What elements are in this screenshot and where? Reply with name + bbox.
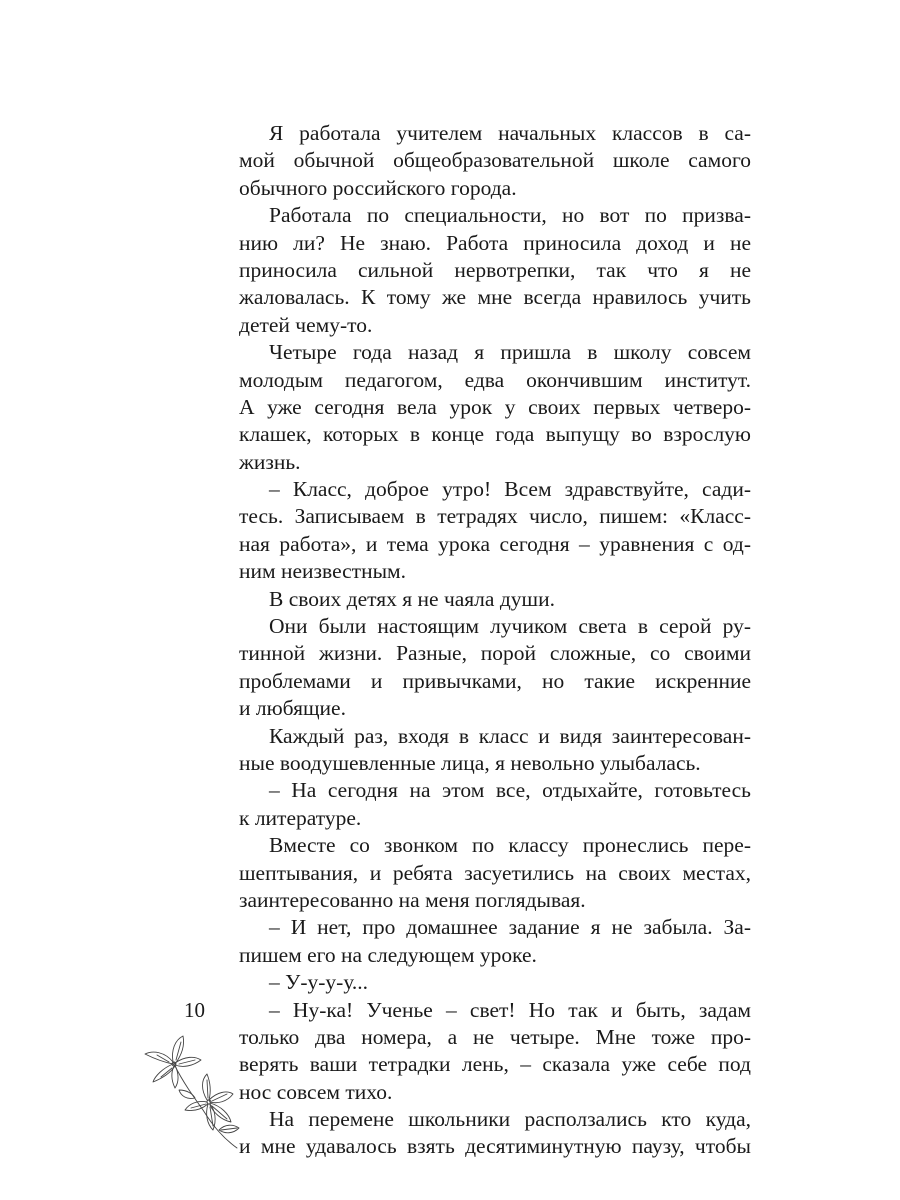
text-line: – И нет, про домашнее задание я не забыла. За- (269, 915, 751, 940)
text-line: – У-у-у-у... (269, 970, 369, 995)
text-line: мой обычной общеобразовательной школе самого (239, 148, 751, 173)
text-line: тинной жизни. Разные, порой сложные, со своими (239, 641, 751, 666)
text-line: ним неизвестным. (239, 559, 407, 584)
text-line: Четыре года назад я пришла в школу совсем (269, 340, 751, 365)
text-line: пишем его на следующем уроке. (239, 942, 537, 967)
text-line: тесь. Записываем в тетрадях число, пишем: «Класс- (239, 504, 751, 529)
text-line: На перемене школьники расползались кто куда, (269, 1107, 751, 1132)
text-line: жизнь. (239, 449, 301, 474)
text-line: А уже сегодня вела урок у своих первых четверо- (239, 394, 751, 419)
text-line: Каждый раз, входя в класс и видя заинтересован- (269, 723, 751, 748)
text-line: проблемами и привычками, но такие искренние (239, 668, 751, 693)
text-line: В своих детях я не чаяла души. (269, 586, 555, 611)
page-number: 10 (184, 998, 205, 1022)
flower-ornament-icon (135, 1030, 247, 1152)
text-line: шептывания, и ребята засуетились на своих местах, (239, 860, 751, 885)
text-line: Работала по специальности, но вот по призва- (269, 203, 751, 228)
text-line: приносила сильной нервотрепки, так что я не (239, 257, 751, 282)
text-line: детей чему-то. (239, 312, 373, 337)
text-line: Я работала учителем начальных классов в са- (269, 121, 751, 145)
text-line: заинтересованно на меня поглядывая. (239, 887, 586, 912)
text-line: – На сегодня на этом все, отдыхайте, готовьтесь (269, 778, 751, 803)
text-line: и любящие. (239, 696, 346, 721)
text-line: – Ну-ка! Ученье – свет! Но так и быть, задам (269, 997, 751, 1022)
text-line: ная работа», и тема урока сегодня – уравнения с од- (239, 531, 751, 556)
text-line: клашек, которых в конце года выпущу во взрослую (239, 422, 751, 447)
text-line: только два номера, а не четыре. Мне тоже про- (239, 1024, 751, 1049)
text-line: молодым педагогом, едва окончившим институт. (239, 367, 751, 392)
text-line: и мне удавалось взять десятиминутную паузу, чтобы (239, 1134, 751, 1159)
text-line: ные воодушевленные лица, я невольно улыбалась. (239, 750, 701, 775)
text-line: Они были настоящим лучиком света в серой ру- (269, 614, 751, 639)
text-line: верять ваши тетрадки лень, – сказала уже себе под (239, 1052, 751, 1077)
text-line: жаловалась. К тому же мне всегда нравилось учить (239, 285, 751, 310)
text-line: Вместе со звонком по классу пронеслись пере- (269, 833, 751, 858)
text-line: нию ли? Не знаю. Работа приносила доход и не (239, 230, 751, 255)
text-line: нос совсем тихо. (239, 1079, 393, 1104)
text-line: – Класс, доброе утро! Всем здравствуйте, сади- (269, 477, 751, 502)
text-line: к литературе. (239, 805, 362, 830)
text-line: обычного российского города. (239, 175, 517, 200)
body-text (239, 120, 751, 1161)
